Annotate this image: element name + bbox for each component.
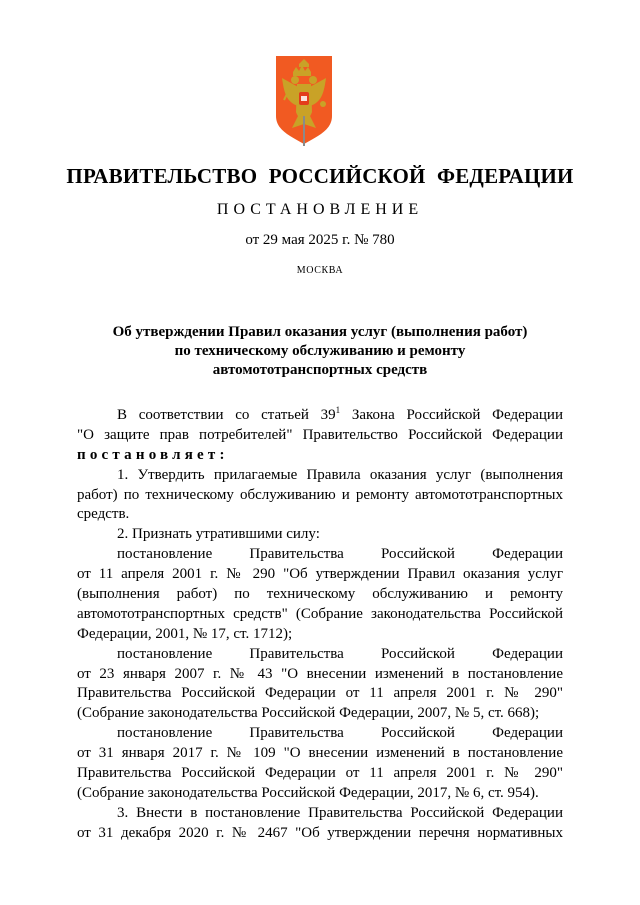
- text-line: 1. Утвердить прилагаемые Правила оказания услуг (выполнения: [117, 466, 563, 483]
- subject-line: Об утверждении Правил оказания услуг (выполнения работ): [112, 324, 528, 340]
- text-line: "О защите прав потребителей" Правительство Российской Федерации: [77, 426, 563, 443]
- superscript: 1: [335, 405, 341, 415]
- text-line: постановление Правительства Российской Федерации: [117, 645, 563, 662]
- text-line: [77, 446, 563, 466]
- document-type: ПОСТАНОВЛЕНИЕ: [216, 201, 424, 218]
- text-line: [77, 406, 563, 426]
- text-line: Федерации, 2001, № 17, ст. 1712);: [77, 625, 293, 642]
- text-line: средств.: [77, 506, 130, 523]
- text-line: работ) по техническому обслуживанию и ремонту автомототранспортных: [77, 486, 563, 503]
- text-line: Правительства Российской Федерации от 11 апреля 2001 г. № 290": [77, 685, 563, 702]
- text-fragment: Закона Российской Федерации: [340, 407, 563, 423]
- text-line: Правительства Российской Федерации от 11 апреля 2001 г. № 290": [77, 765, 563, 782]
- text-line: (Собрание законодательства Российской Федерации, 2007, № 5, ст. 668);: [77, 705, 540, 722]
- text-line: автомототранспортных средств" (Собрание законодательства Российской: [77, 605, 563, 622]
- text-fragment: В соответствии со статьей 39: [117, 407, 336, 423]
- text-line: 2. Признать утратившими силу:: [117, 526, 320, 543]
- document-date-number: от 29 мая 2025 г. № 780: [245, 232, 395, 248]
- text-line: от 31 января 2017 г. № 109 "О внесении изменений в постановление: [77, 745, 563, 762]
- text-line: (Собрание законодательства Российской Федерации, 2017, № 6, ст. 954).: [77, 784, 539, 801]
- text-line: от 11 апреля 2001 г. № 290 "Об утверждении Правил оказания услуг: [77, 566, 563, 583]
- resolve-word: постановляет:: [77, 446, 229, 463]
- text-line: постановление Правительства Российской Федерации: [117, 725, 563, 742]
- government-title: ПРАВИТЕЛЬСТВО РОССИЙСКОЙ ФЕДЕРАЦИИ: [66, 164, 574, 188]
- text-line: постановление Правительства Российской Федерации: [117, 546, 563, 563]
- document-body: [77, 406, 563, 844]
- document-subject: [70, 323, 570, 380]
- russian-coat-of-arms-icon: [276, 56, 332, 146]
- text-line: 3. Внести в постановление Правительства Российской Федерации: [117, 804, 563, 821]
- text-line: от 31 декабря 2020 г. № 2467 "Об утверждении перечня нормативных: [77, 824, 563, 841]
- text-line: от 23 января 2007 г. № 43 "О внесении изменений в постановление: [77, 665, 563, 682]
- subject-line: автомототранспортных средств: [212, 362, 428, 378]
- subject-line: по техническому обслуживанию и ремонту: [174, 343, 466, 359]
- document-city: МОСКВА: [296, 265, 344, 276]
- text-line: (выполнения работ) по техническому обслуживанию и ремонту: [77, 586, 563, 603]
